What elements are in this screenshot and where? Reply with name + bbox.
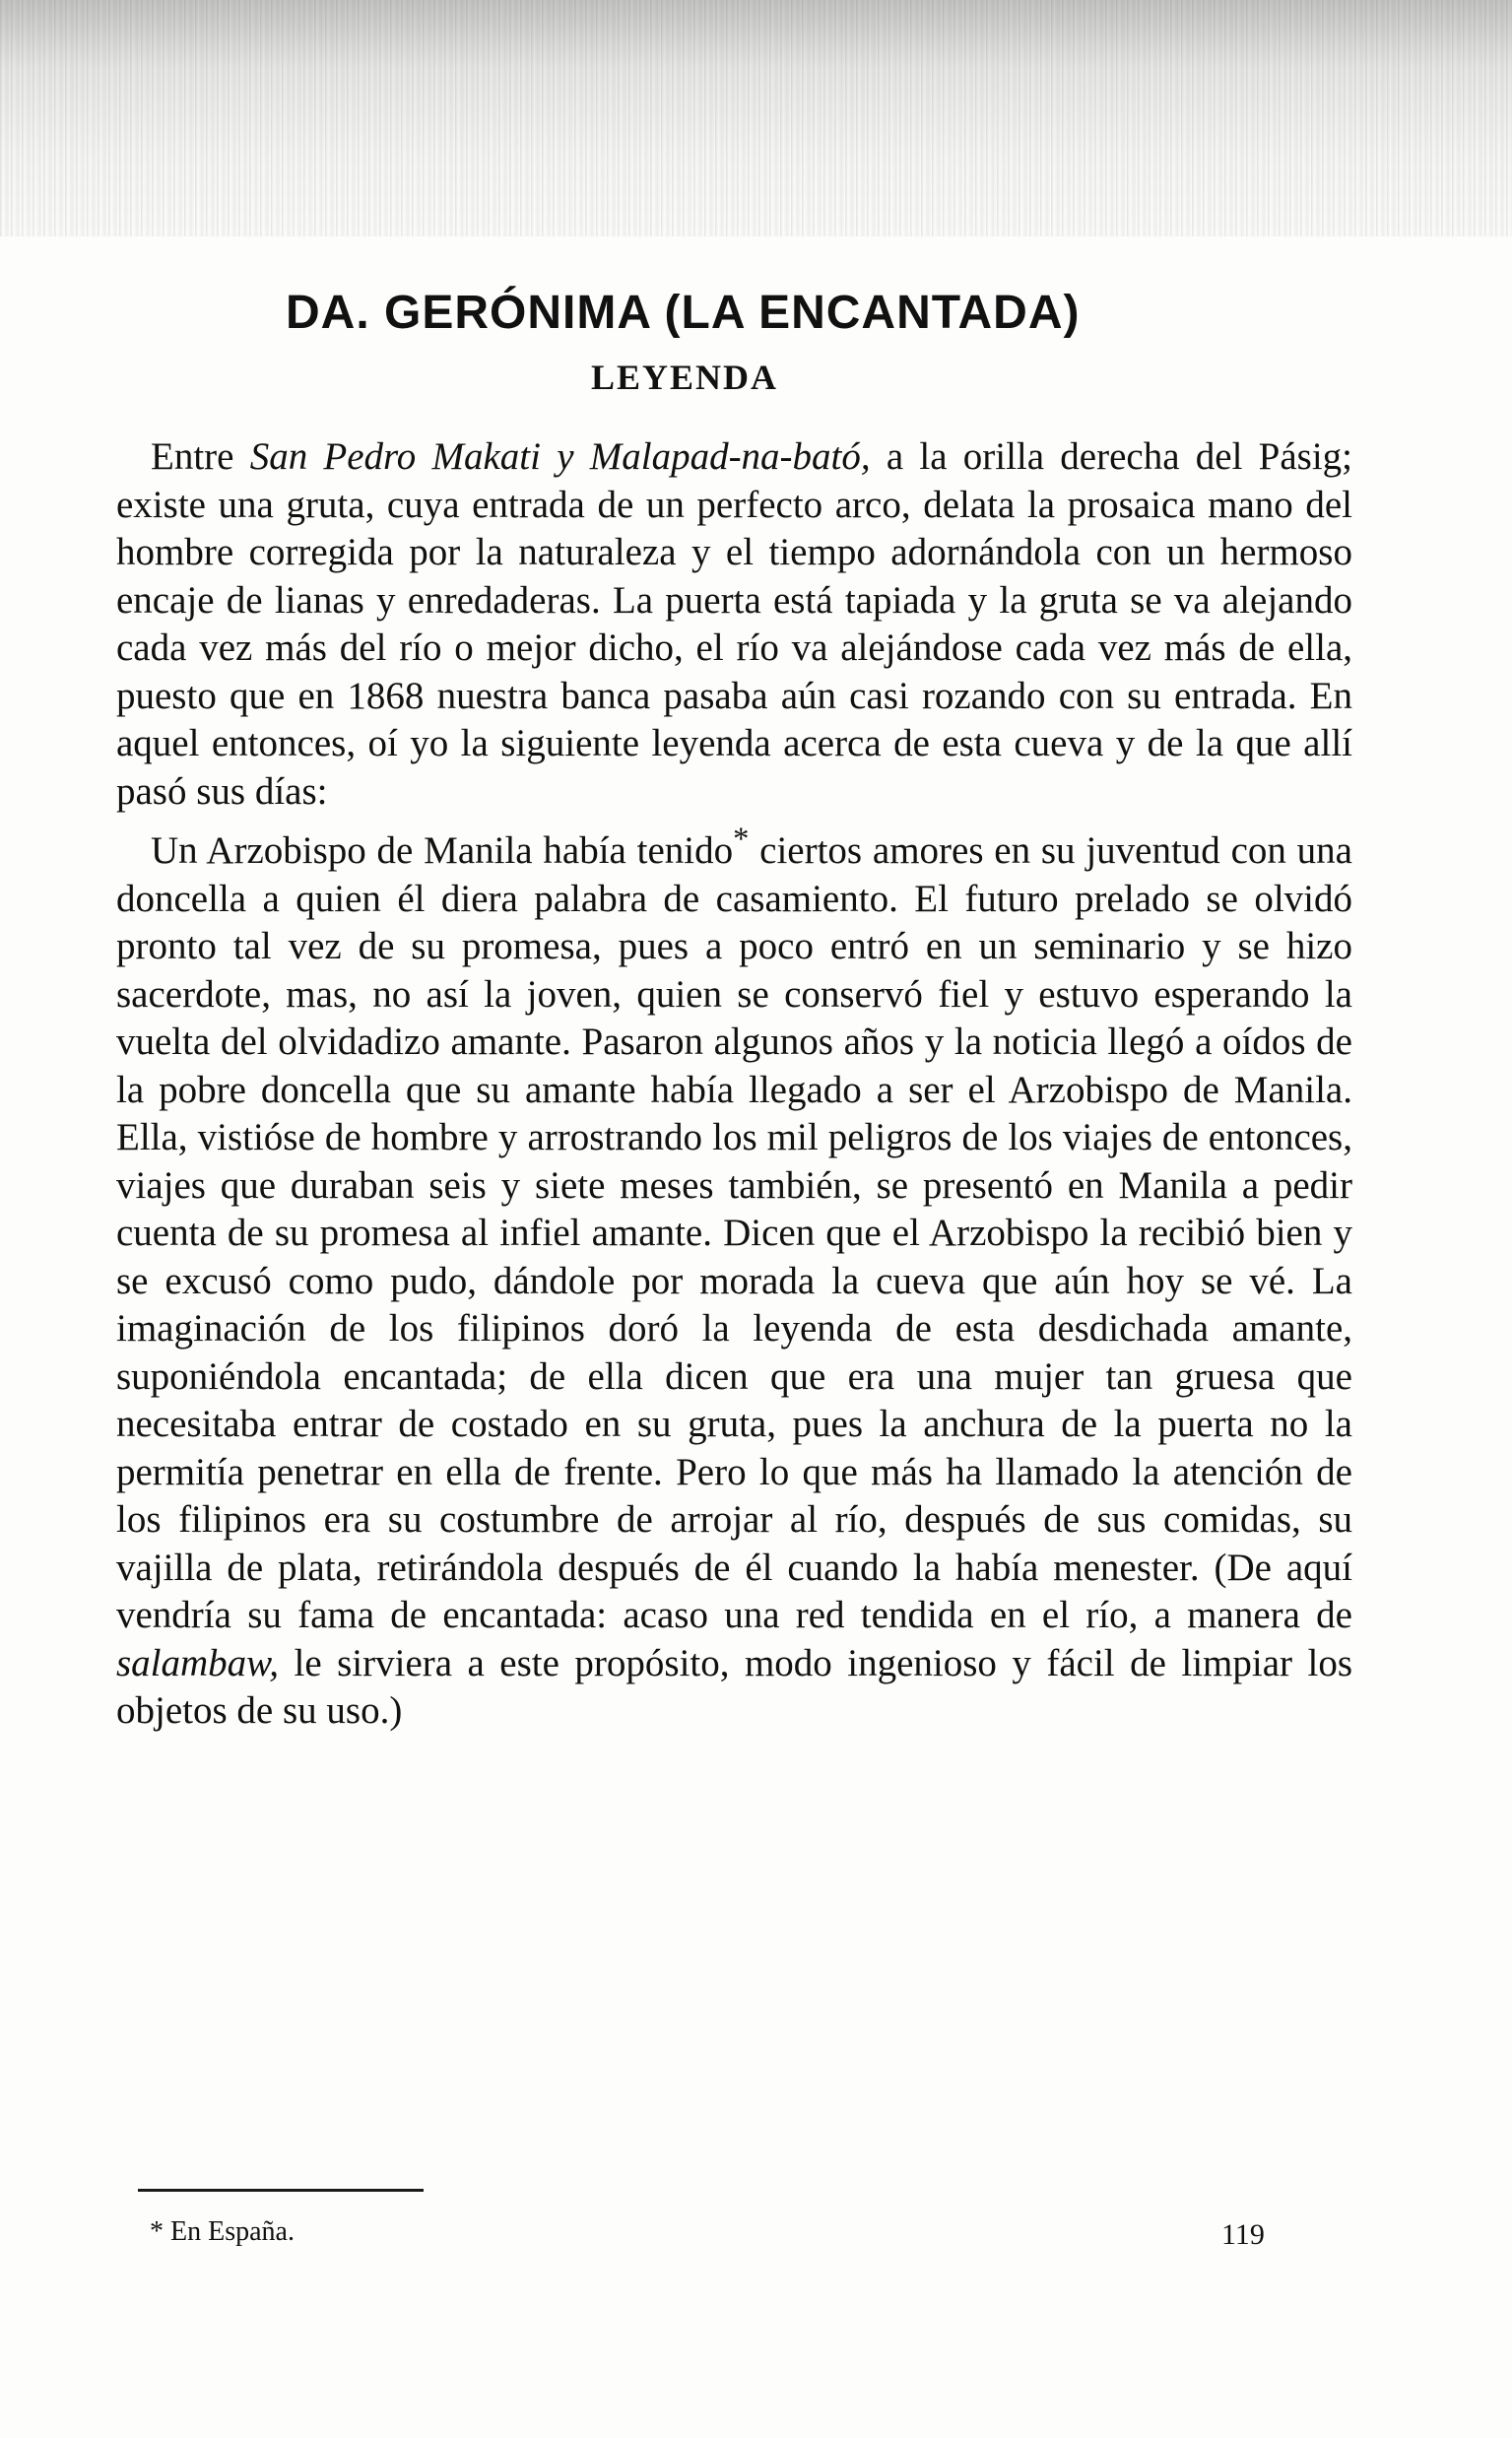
place-name-malapad-na-bato: Malapad-na-bató, bbox=[589, 435, 871, 478]
p1-lead: Entre bbox=[151, 435, 250, 478]
p1-rest: a la orilla derecha del Pásig; existe una gruta, cuya entrada de un perfecto arco, delata la prosaica mano del hombre corregida por la naturaleza y el tiempo adornándola con un hermoso encaje de lianas y enredaderas. La puerta está tapiada y la gruta se va alejando cada vez más del río o mejor dicho, el río va alejándose cada vez más de ella, puesto que en 1868 nuestra banca pasaba aún casi rozando con su entrada. En aquel entonces, oí yo la siguiente leyenda acerca de esta cueva y de la que allí pasó sus días: bbox=[116, 435, 1352, 813]
footnote: * En España. bbox=[150, 2216, 295, 2247]
body-text bbox=[116, 433, 1352, 1736]
p2-end: le sirviera a este propósito, modo ingenioso y fácil de limpiar los objetos de su uso.) bbox=[116, 1641, 1352, 1732]
paragraph-2 bbox=[116, 816, 1352, 1736]
footnote-mark: * bbox=[733, 822, 750, 857]
p2-after-mark: ciertos amores en su juventud con una doncella a quien él diera palabra de casamiento. El futuro prelado se olvidó pronto tal vez de su promesa, pues a poco entró en un seminario y se hizo sacerdote, mas, no así la joven, quien se conservó fiel y estuvo esperando la vuelta del olvidadizo amante. Pasaron algunos años y la noticia llegó a oídos de la pobre doncella que su amante había llegado a ser el Arzobispo de Manila. Ella, vistióse de hombre y arrostrando los mil peligros de los viajes de entonces, viajes que duraban seis y siete meses también, se presentó en Manila a pedir cuenta de su promesa al infiel amante. Dicen que el Arzobispo la recibió bien y se excusó como pudo, dándole por morada la cueva que aún hoy se vé. La imaginación de los filipinos doró la leyenda de esta desdichada amante, suponiéndola encantada; de ella dicen que era una mujer tan gruesa que necesitaba entrar de costado en su gruta, pues la anchura de la puerta no la permitía penetrar en ella de frente. Pero lo que más ha llamado la atención de los filipinos era su costumbre de arrojar al río, después de sus comidas, su vajilla de plata, retirándola después de él cuando la había menester. (De aquí vendría su fama de encantada: acaso una red tendida en el río, a manera de bbox=[116, 829, 1352, 1636]
page-number: 119 bbox=[1221, 2218, 1265, 2251]
p1-conjunction: y bbox=[540, 435, 590, 478]
place-name-san-pedro-makati: San Pedro Makati bbox=[249, 435, 541, 478]
footnote-divider bbox=[138, 2189, 424, 2192]
page-subtitle: LEYENDA bbox=[591, 358, 779, 397]
page-title: DA. GERÓNIMA (LA ENCANTADA) bbox=[286, 287, 1081, 339]
paragraph-1 bbox=[116, 433, 1352, 816]
word-salambaw: salambaw, bbox=[116, 1641, 280, 1684]
scan-noise-band bbox=[0, 0, 1512, 236]
p2-before-mark: Un Arzobispo de Manila había tenido bbox=[151, 829, 734, 872]
